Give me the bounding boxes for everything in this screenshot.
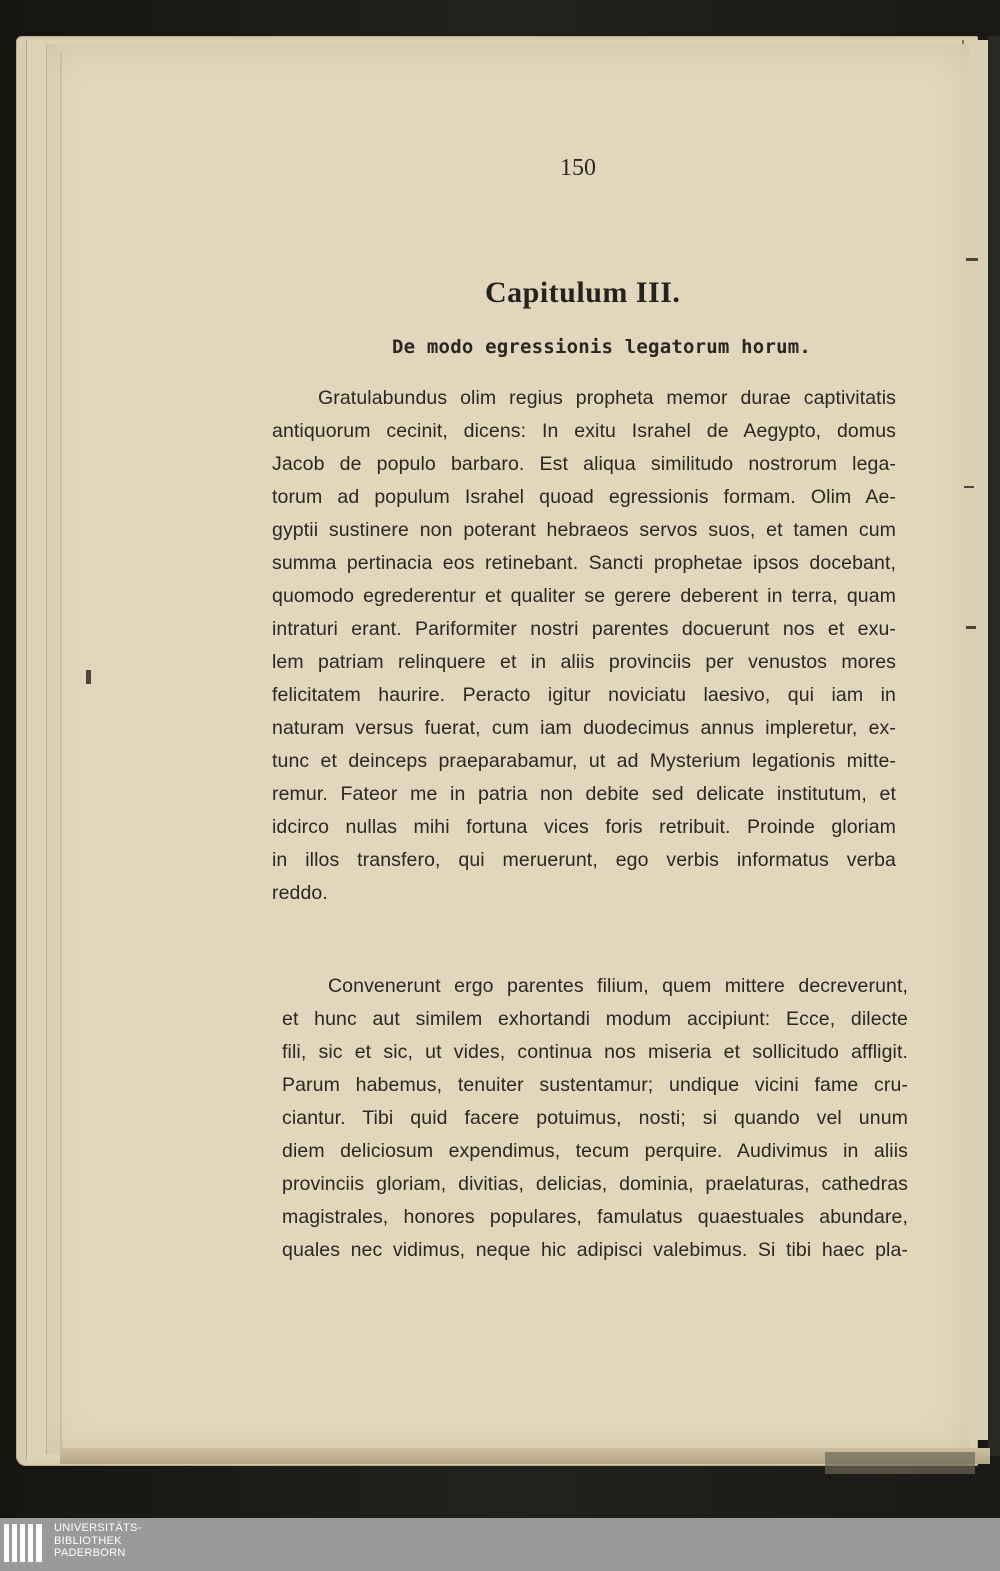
paragraph-2 — [282, 970, 908, 1267]
gutter-shadow — [988, 36, 1000, 1456]
text-line: Gratulabundus olim regius propheta memor durae captivitatis — [318, 387, 896, 409]
page-number: 150 — [560, 155, 596, 181]
paper-stain — [825, 1452, 975, 1474]
library-logo-icon — [4, 1524, 48, 1562]
text-line: Parum habemus, tenuiter sustentamur; undique vicini fame cru- — [282, 1074, 908, 1096]
text-line: tunc et deinceps praeparabamur, ut ad Mysterium legationis mitte- — [272, 750, 896, 772]
text-line: et hunc aut similem exhortandi modum accipiunt: Ecce, dilecte — [282, 1008, 908, 1030]
text-line: ciantur. Tibi quid facere potuimus, nosti; si quando vel unum — [282, 1107, 908, 1129]
text-line: magistrales, honores populares, famulatus quaestuales abundare, — [282, 1206, 908, 1228]
text-line: in illos transfero, qui meruerunt, ego verbis informatus verba — [272, 849, 896, 871]
library-name-line: UNIVERSITÄTS- — [54, 1522, 142, 1534]
library-name-line: BIBLIOTHEK — [54, 1534, 122, 1547]
text-line: remur. Fateor me in patria non debite sed delicate institutum, et — [272, 783, 896, 805]
library-name — [54, 1522, 142, 1560]
text-line: reddo. — [272, 882, 328, 904]
text-line: quales nec vidimus, neque hic adipisci valebimus. Si tibi haec pla- — [282, 1239, 908, 1261]
text-line: felicitatem haurire. Peracto igitur noviciatu laesivo, qui iam in — [272, 684, 896, 706]
margin-mark — [964, 486, 974, 488]
text-line: torum ad populum Israhel quoad egressionis formam. Olim Ae- — [272, 486, 896, 508]
ink-speck — [86, 670, 91, 684]
text-line: provinciis gloriam, divitias, delicias, dominia, praelaturas, cathedras — [282, 1173, 908, 1195]
text-line: summa pertinacia eos retinebant. Sancti prophetae ipsos docebant, — [272, 552, 896, 574]
text-line: intraturi erant. Pariformiter nostri parentes docuerunt nos et exu- — [272, 618, 896, 640]
chapter-subtitle: De modo egressionis legatorum horum. — [392, 336, 812, 358]
paragraph-1 — [272, 382, 896, 910]
text-line: idcirco nullas mihi fortuna vices foris retribuit. Proinde gloriam — [272, 816, 896, 838]
margin-mark — [966, 258, 978, 261]
margin-mark — [966, 626, 976, 629]
text-line: fili, sic et sic, ut vides, continua nos miseria et sollicitudo affligit. — [282, 1041, 908, 1063]
chapter-title: Capitulum III. — [485, 276, 681, 309]
text-line: antiquorum cecinit, dicens: In exitu Israhel de Aegypto, domus — [272, 420, 896, 442]
footer-bar — [0, 1518, 1000, 1571]
text-line: naturam versus fuerat, cum iam duodecimus annus impleretur, ex- — [272, 717, 896, 739]
text-line: diem deliciosum expendimus, tecum perquire. Audivimus in aliis — [282, 1140, 908, 1162]
text-line: Convenerunt ergo parentes filium, quem mittere decreverunt, — [328, 975, 908, 997]
text-line: quomodo egrederentur et qualiter se gerere deberent in terra, quam — [272, 585, 896, 607]
library-name-line: PADERBORN — [54, 1547, 126, 1559]
text-line: Jacob de populo barbaro. Est aliqua similitudo nostrorum lega- — [272, 453, 896, 475]
text-line: lem patriam relinquere et in aliis provinciis per venustos mores — [272, 651, 896, 673]
text-line: gyptii sustinere non poterant hebraeos servos suos, et tamen cum — [272, 519, 896, 541]
